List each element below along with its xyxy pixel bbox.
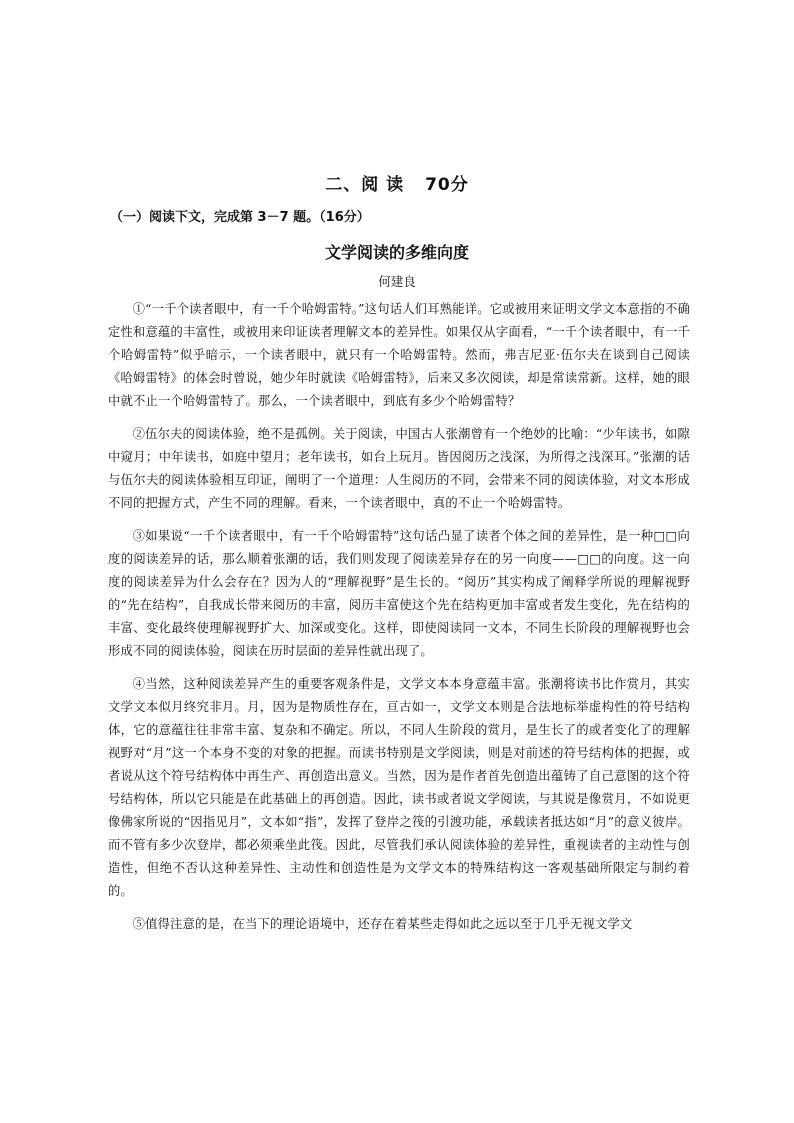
- paragraph-2: ②伍尔夫的阅读体验，绝不是孤例。关于阅读，中国古人张潮曾有一个绝妙的比喻：“少年读书，如隙中窥月；中年读书，如庭中望月；老年读书，如台上玩月。皆因阅历之浅深，为所得之浅深耳。”张潮的话与伍尔夫的阅读体验相互印证，阐明了一个道理：人生阅历的不同，会带来不同的阅读体验，对文本形成不同的把握方式，产生不同的理解。看来，一个读者眼中，真的不止一个哈姆雷特。: [108, 427, 690, 510]
- section-title: 二、阅 读: [325, 175, 405, 195]
- paragraph-1: ①“一千个读者眼中，有一千个哈姆雷特。”这句话人们耳熟能详。它或被用来证明文学文本意指的不确定性和意蕴的丰富性，或被用来印证读者理解文本的差异性。如果仅从字面看，“一千个读者眼中，有一千个哈姆雷特”似乎暗示，一个读者眼中，就只有一个哈姆雷特。然而，弗吉尼亚·伍尔夫在谈到自己阅读《哈姆雷特》的体会时曾说，她少年时就读《哈姆雷特》，后来又多次阅读，却是常读常新。这样，她的眼中就不止一个哈姆雷特了。那么，一个读者眼中，到底有多少个哈姆雷特？: [108, 302, 690, 408]
- article-title: 文学阅读的多维向度: [324, 243, 469, 262]
- section-heading: [0, 170, 794, 195]
- question-instruction: （一）阅读下文，完成第 3－7 题。（16分）: [110, 210, 370, 225]
- section-score: 70分: [425, 175, 469, 195]
- article-body: [108, 298, 690, 946]
- paragraph-4: ④当然，这种阅读差异产生的重要客观条件是，文学文本本身意蕴丰富。张潮将读书比作赏月，其实文学文本似月终究非月。月，因为是物质性存在，亘古如一，文学文本则是合法地标举虚构性的符号结构体，它的意蕴往往非常丰富、复杂和不确定。所以，不同人生阶段的赏月，是生长了的或者变化了的理解视野对“月”这一个本身不变的对象的把握。而读书特别是文学阅读，则是对前述的符号结构体的把握，或者说从这个符号结构体中再生产、再创造出意义。当然，因为是作者首先创造出蕴铸了自己意图的这个符号结构体，所以它只能是在此基础上的再创造。因此，读书或者说文学阅读，与其说是像赏月，不如说更像佛家所说的“因指见月”，文本如“指”，发挥了登岸之筏的引渡功能，承载读者抵达如“月”的意义彼岸。而不管有多少次登岸，都必须乘坐此筏。因此，尽管我们承认阅读体验的差异性，重视读者的主动性与创造性，但绝不否认这种差异性、主动性和创造性是为文学文本的特殊结构这一客观基础所限定与制约着的。: [108, 677, 690, 898]
- paragraph-5: ⑤值得注意的是，在当下的理论语境中，还存在着某些走得如此之远以至于几乎无视文学文: [132, 917, 633, 931]
- paragraph-3: ③如果说“一千个读者眼中，有一千个哈姆雷特”这句话凸显了读者个体之间的差异性，是一种□□向度的阅读差异的话，那么顺着张潮的话，我们则发现了阅读差异存在的另一向度——□□的向度。这一向度的阅读差异为什么会存在？因为人的“理解视野”是生长的。“阅历”其实构成了阐释学所说的理解视野的“先在结构”，自我成长带来阅历的丰富，阅历丰富使这个先在结构更加丰富或者发生变化，先在结构的丰富、变化最终使理解视野扩大、加深或变化。这样，即使阅读同一文本，不同生长阶段的理解视野也会形成不同的阅读体验，阅读在历时层面的差异性就出现了。: [108, 529, 690, 658]
- article-author: 何建良: [378, 274, 416, 289]
